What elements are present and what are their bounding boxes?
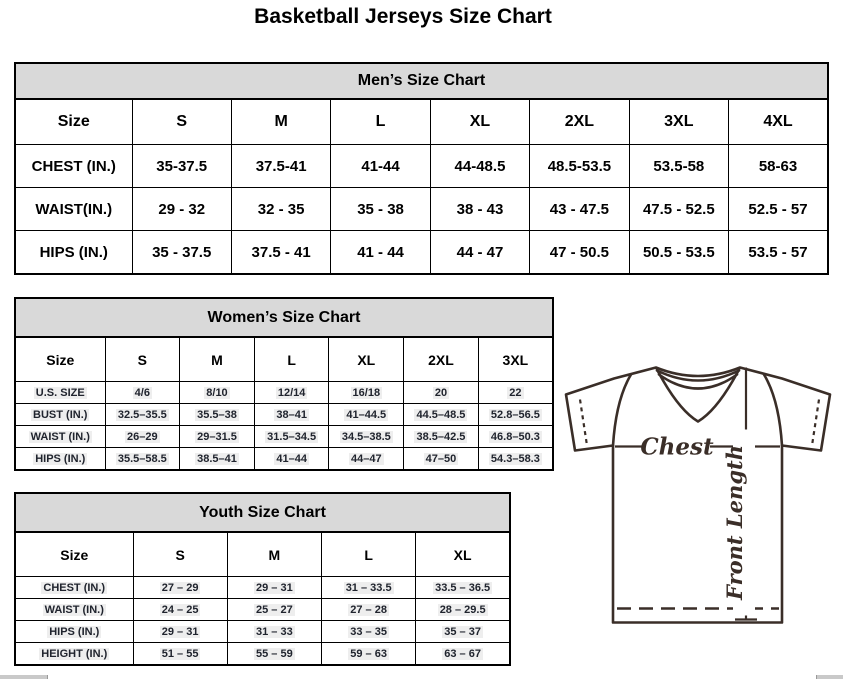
measurement-value-cell: 43 - 47.5 [530,188,629,231]
size-corner-header: Size [15,337,105,382]
measurement-label-cell: CHEST (IN.) [15,577,133,599]
measurement-value-cell: 32 - 35 [231,188,330,231]
measurement-value-cell: 35 - 37.5 [132,231,231,275]
measurement-label-cell: WAIST (IN.) [15,599,133,621]
measurement-row [15,577,510,599]
measurement-value-cell: 53.5 - 57 [729,231,828,275]
measurement-value-cell: 31.5–34.5 [254,426,329,448]
measurement-label-cell: U.S. SIZE [15,382,105,404]
measurement-label-cell: CHEST (IN.) [15,145,132,188]
size-column-header: S [132,99,231,145]
measurement-value-cell: 44 - 47 [430,231,529,275]
womens-size-table [14,336,554,471]
youth-size-section [14,492,511,666]
measurement-value-cell: 35 - 38 [331,188,430,231]
measurement-value-cell: 41 - 44 [331,231,430,275]
measurement-value-cell: 37.5 - 41 [231,231,330,275]
size-header-row [15,532,510,577]
size-column-header: 4XL [729,99,828,145]
measurement-value-cell: 47.5 - 52.5 [629,188,728,231]
measurement-row [15,145,828,188]
size-corner-header: Size [15,99,132,145]
measurement-value-cell: 31 – 33.5 [322,577,416,599]
measurement-value-cell: 29 - 32 [132,188,231,231]
size-column-header: 3XL [478,337,553,382]
measurement-value-cell: 47 - 50.5 [530,231,629,275]
measurement-value-cell: 63 – 67 [416,643,510,666]
size-column-header: M [231,99,330,145]
measurement-value-cell: 54.3–58.3 [478,448,553,471]
size-header-row [15,337,553,382]
measurement-value-cell: 38.5–42.5 [404,426,479,448]
size-column-header: S [105,337,180,382]
measurement-value-cell: 33 – 35 [322,621,416,643]
measurement-value-cell: 8/10 [180,382,255,404]
measurement-value-cell: 53.5-58 [629,145,728,188]
measurement-value-cell: 35-37.5 [132,145,231,188]
shirt-outline [566,368,830,623]
mens-section-header: Men’s Size Chart [14,62,829,100]
measurement-row [15,643,510,666]
measurement-value-cell: 35.5–58.5 [105,448,180,471]
measurement-label-cell: HIPS (IN.) [15,621,133,643]
measurement-label-cell: WAIST (IN.) [15,426,105,448]
measurement-value-cell: 25 – 27 [227,599,321,621]
horizontal-scrollbar-left-fragment[interactable] [0,675,48,679]
measurement-value-cell: 29 – 31 [133,621,227,643]
measurement-value-cell: 35.5–38 [180,404,255,426]
measurement-value-cell: 26–29 [105,426,180,448]
measurement-value-cell: 29 – 31 [227,577,321,599]
youth-section-header: Youth Size Chart [14,492,511,533]
measurement-value-cell: 29–31.5 [180,426,255,448]
measurement-row [15,404,553,426]
measurement-value-cell: 22 [478,382,553,404]
measurement-value-cell: 38.5–41 [180,448,255,471]
measurement-row [15,599,510,621]
measurement-label-cell: WAIST(IN.) [15,188,132,231]
measurement-label-cell: HIPS (IN.) [15,231,132,275]
size-header-row [15,99,828,145]
mens-size-section [14,62,829,275]
measurement-value-cell: 50.5 - 53.5 [629,231,728,275]
womens-size-section [14,297,554,471]
measurement-value-cell: 4/6 [105,382,180,404]
measurement-row [15,188,828,231]
page-title: Basketball Jerseys Size Chart [254,5,552,28]
measurement-value-cell: 28 – 29.5 [416,599,510,621]
measurement-value-cell: 58-63 [729,145,828,188]
size-corner-header: Size [15,532,133,577]
size-column-header: 2XL [404,337,479,382]
measurement-value-cell: 24 – 25 [133,599,227,621]
measurement-value-cell: 52.5 - 57 [729,188,828,231]
measurement-value-cell: 41–44 [254,448,329,471]
measurement-value-cell: 44-48.5 [430,145,529,188]
size-column-header: M [227,532,321,577]
jersey-diagram [556,356,843,671]
womens-section-header: Women’s Size Chart [14,297,554,338]
measurement-value-cell: 31 – 33 [227,621,321,643]
size-column-header: L [331,99,430,145]
measurement-value-cell: 38 - 43 [430,188,529,231]
measurement-value-cell: 41-44 [331,145,430,188]
measurement-value-cell: 44–47 [329,448,404,471]
measurement-value-cell: 48.5-53.5 [530,145,629,188]
measurement-label-cell: HEIGHT (IN.) [15,643,133,666]
measurement-value-cell: 27 – 29 [133,577,227,599]
measurement-row [15,448,553,471]
measurement-value-cell: 41–44.5 [329,404,404,426]
measurement-value-cell: 33.5 – 36.5 [416,577,510,599]
size-column-header: S [133,532,227,577]
size-column-header: M [180,337,255,382]
measurement-value-cell: 46.8–50.3 [478,426,553,448]
front-length-label: Front Length [722,445,747,600]
youth-size-table [14,531,511,666]
chest-label: Chest [640,433,714,461]
measurement-value-cell: 38–41 [254,404,329,426]
measurement-row [15,231,828,275]
measurement-value-cell: 16/18 [329,382,404,404]
measurement-label-cell: BUST (IN.) [15,404,105,426]
measurement-row [15,621,510,643]
measurement-value-cell: 34.5–38.5 [329,426,404,448]
size-column-header: XL [416,532,510,577]
size-column-header: L [322,532,416,577]
measurement-value-cell: 59 – 63 [322,643,416,666]
size-column-header: 3XL [629,99,728,145]
measurement-value-cell: 37.5-41 [231,145,330,188]
measurement-row [15,426,553,448]
mens-size-table [14,98,829,275]
measurement-value-cell: 55 – 59 [227,643,321,666]
measurement-value-cell: 35 – 37 [416,621,510,643]
measurement-row [15,382,553,404]
measurement-label-cell: HIPS (IN.) [15,448,105,471]
measurement-value-cell: 12/14 [254,382,329,404]
size-column-header: 2XL [530,99,629,145]
jersey-diagram-svg [556,356,843,671]
horizontal-scrollbar-right-fragment[interactable] [816,675,843,679]
size-column-header: L [254,337,329,382]
measurement-value-cell: 32.5–35.5 [105,404,180,426]
measurement-value-cell: 51 – 55 [133,643,227,666]
measurement-value-cell: 52.8–56.5 [478,404,553,426]
measurement-value-cell: 20 [404,382,479,404]
size-column-header: XL [430,99,529,145]
measurement-value-cell: 27 – 28 [322,599,416,621]
measurement-value-cell: 44.5–48.5 [404,404,479,426]
measurement-value-cell: 47–50 [404,448,479,471]
size-column-header: XL [329,337,404,382]
